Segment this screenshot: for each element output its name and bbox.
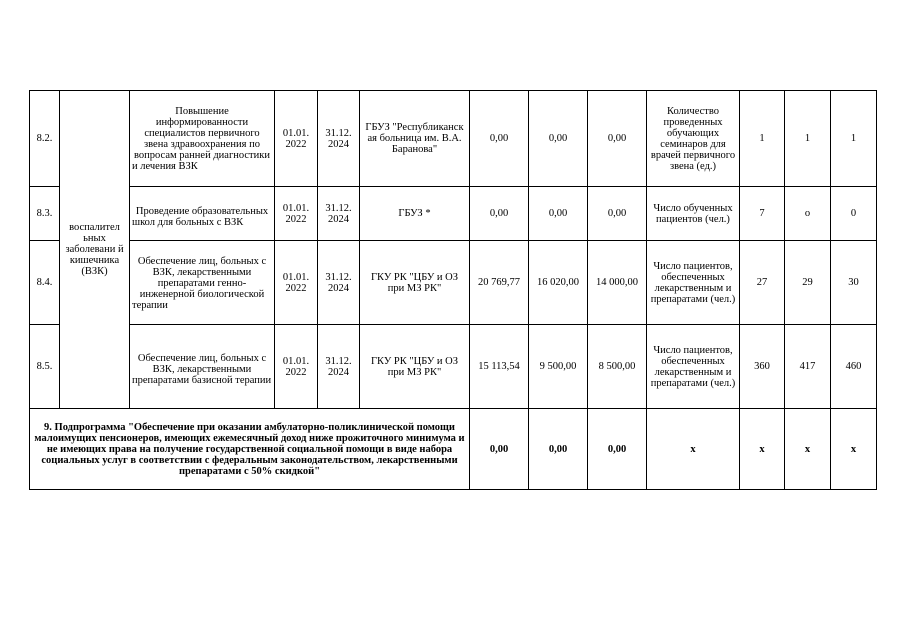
indicator-value-2: o (785, 187, 831, 241)
measure-description: Проведение образовательных школ для больных с ВЗК (130, 187, 275, 241)
end-date: 31.12. 2024 (318, 241, 360, 325)
indicator: Количество проведенных обучающих семинаров для врачей первичного звена (ед.) (647, 91, 740, 187)
indicator: Число пациентов, обеспеченных лекарственным и препаратами (чел.) (647, 325, 740, 409)
measure-description: Обеспечение лиц, больных с ВЗК, лекарственными препаратами базисной терапии (130, 325, 275, 409)
indicator-value-3: х (831, 409, 877, 490)
indicator-value-1: 360 (740, 325, 785, 409)
indicator: Число пациентов, обеспеченных лекарственным и препаратами (чел.) (647, 241, 740, 325)
funding-year-3: 8 500,00 (588, 325, 647, 409)
indicator-value-2: 1 (785, 91, 831, 187)
subprogram-summary-row (30, 409, 877, 490)
funding-year-1: 0,00 (470, 187, 529, 241)
measure-description: Повышение информированности специалистов первичного звена здравоохранения по вопросам ранней диагностики и лечения ВЗК (130, 91, 275, 187)
funding-year-1: 20 769,77 (470, 241, 529, 325)
funding-year-2: 0,00 (529, 187, 588, 241)
table-row (30, 241, 877, 325)
indicator: Число обученных пациентов (чел.) (647, 187, 740, 241)
indicator-value-2: х (785, 409, 831, 490)
table-row (30, 91, 877, 187)
funding-year-3: 0,00 (588, 91, 647, 187)
funding-year-2: 16 020,00 (529, 241, 588, 325)
row-number: 8.3. (30, 187, 60, 241)
table-row (30, 325, 877, 409)
row-number: 8.5. (30, 325, 60, 409)
funding-year-1: 15 113,54 (470, 325, 529, 409)
indicator-value-1: 27 (740, 241, 785, 325)
executor: ГКУ РК "ЦБУ и ОЗ при МЗ РК" (360, 325, 470, 409)
program-table (29, 90, 877, 490)
funding-year-2: 9 500,00 (529, 325, 588, 409)
table-row (30, 187, 877, 241)
indicator-value-1: х (740, 409, 785, 490)
funding-year-2: 0,00 (529, 409, 588, 490)
funding-year-1: 0,00 (470, 409, 529, 490)
start-date: 01.01. 2022 (275, 91, 318, 187)
start-date: 01.01. 2022 (275, 241, 318, 325)
end-date: 31.12. 2024 (318, 91, 360, 187)
funding-year-1: 0,00 (470, 91, 529, 187)
funding-year-3: 0,00 (588, 409, 647, 490)
row-number: 8.4. (30, 241, 60, 325)
indicator-value-1: 1 (740, 91, 785, 187)
indicator-value-3: 0 (831, 187, 877, 241)
funding-year-3: 0,00 (588, 187, 647, 241)
indicator-value-3: 460 (831, 325, 877, 409)
end-date: 31.12. 2024 (318, 325, 360, 409)
row-number: 8.2. (30, 91, 60, 187)
indicator-value-3: 1 (831, 91, 877, 187)
group-label: воспалител ьных заболевани й кишечника (ВЗК) (60, 91, 130, 409)
measure-description: Обеспечение лиц, больных с ВЗК, лекарственными препаратами генно-инженерной биологической терапии (130, 241, 275, 325)
indicator-value-3: 30 (831, 241, 877, 325)
start-date: 01.01. 2022 (275, 325, 318, 409)
subprogram-title: 9. Подпрограмма "Обеспечение при оказании амбулаторно-поликлинической помощи малоимущих пенсионеров, имеющих ежемесячный доход ниже прожиточного минимума и не имеющих права на получение государственной социальной помощи в виде набора социальных услуг в соответствии с федеральным законодательством, лекарственными препаратами с 50% скидкой" (30, 409, 470, 490)
executor: ГБУЗ * (360, 187, 470, 241)
indicator: х (647, 409, 740, 490)
indicator-value-1: 7 (740, 187, 785, 241)
end-date: 31.12. 2024 (318, 187, 360, 241)
indicator-value-2: 29 (785, 241, 831, 325)
executor: ГБУЗ "Республиканск ая больница им. В.А. Баранова" (360, 91, 470, 187)
executor: ГКУ РК "ЦБУ и ОЗ при МЗ РК" (360, 241, 470, 325)
start-date: 01.01. 2022 (275, 187, 318, 241)
indicator-value-2: 417 (785, 325, 831, 409)
funding-year-2: 0,00 (529, 91, 588, 187)
funding-year-3: 14 000,00 (588, 241, 647, 325)
